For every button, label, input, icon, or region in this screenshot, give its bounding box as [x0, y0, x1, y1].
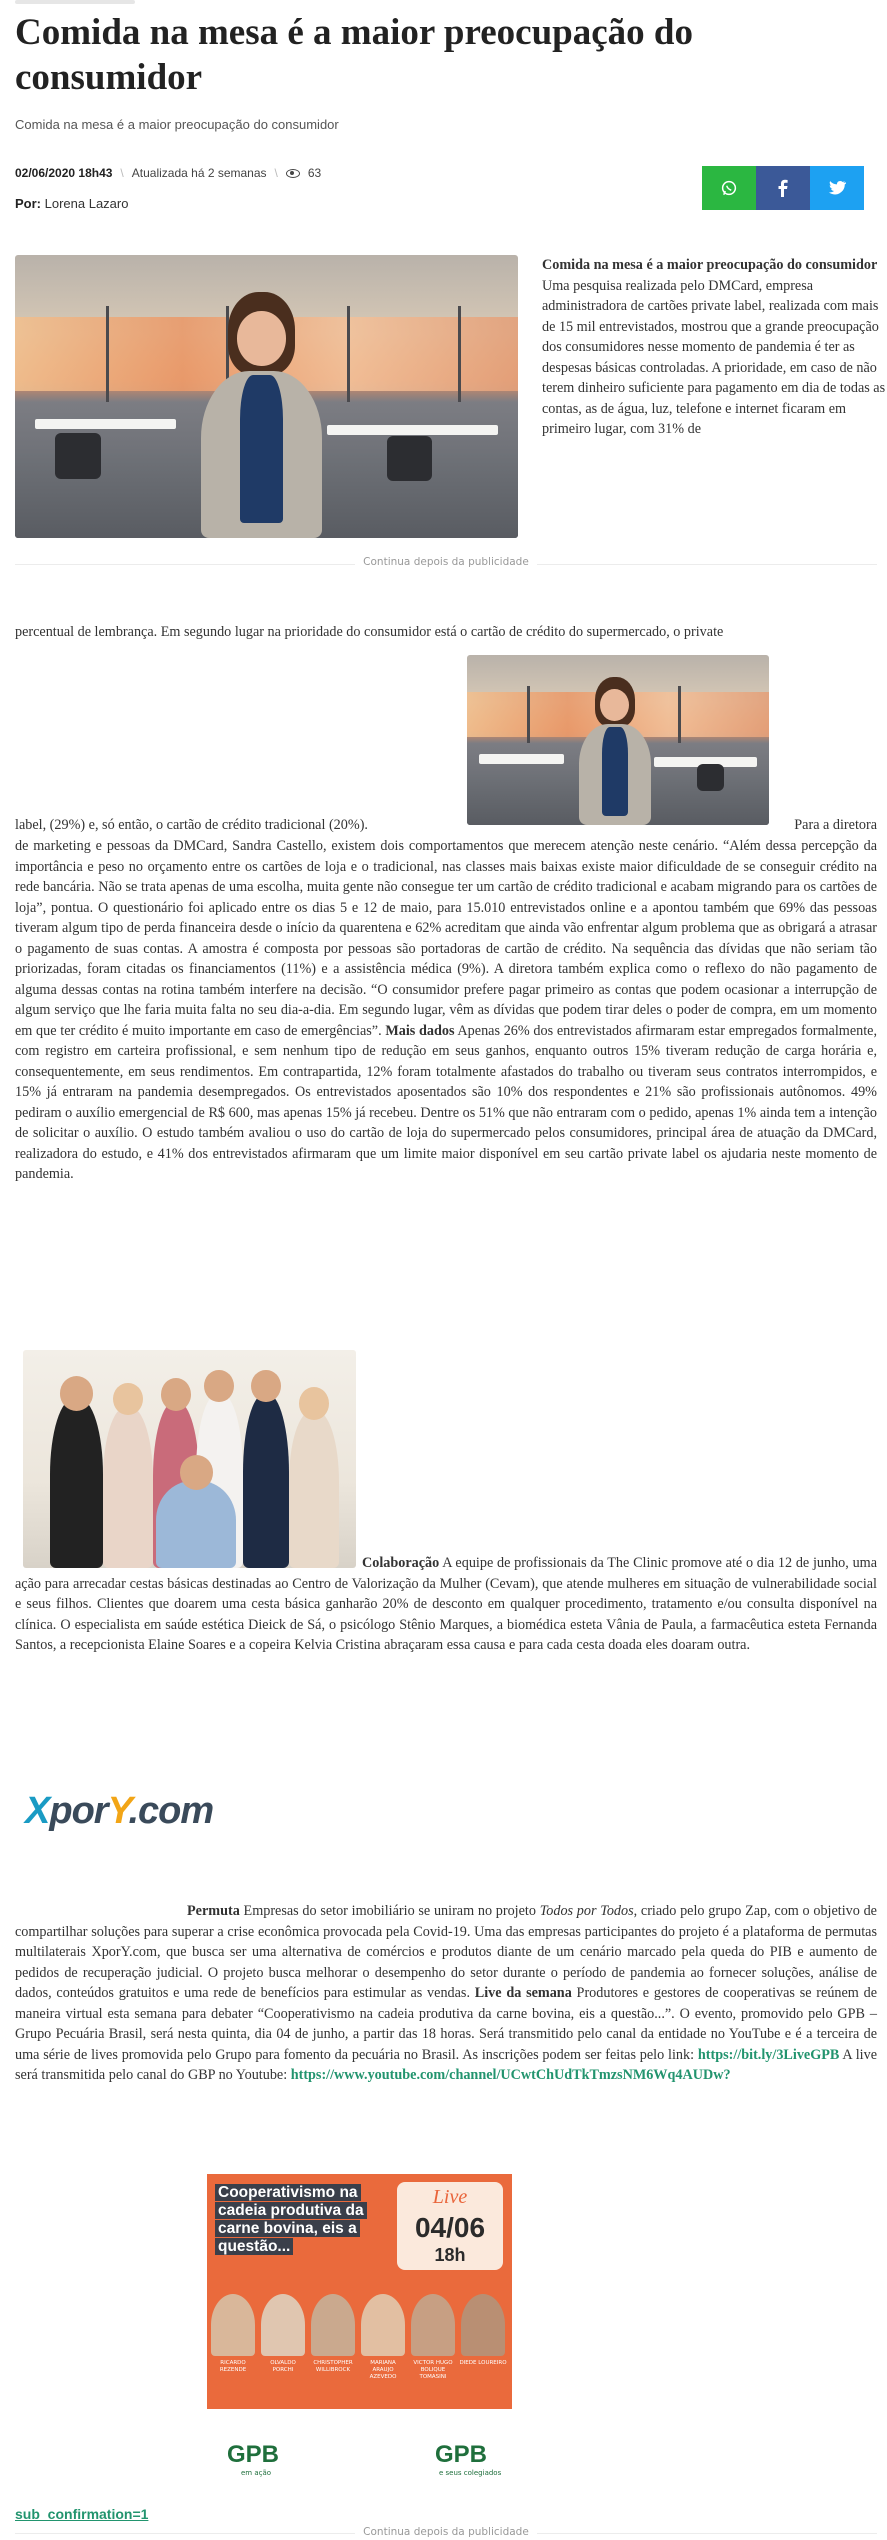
xpory-logo: XporY.com: [25, 1790, 214, 1832]
youtube-link[interactable]: https://www.youtube.com/channel/UCwtChUdTkTmzsNM6Wq4AUDw?: [290, 2067, 731, 2083]
ad-label: [15, 556, 877, 572]
sub-confirmation-link[interactable]: sub_confirmation=1: [15, 2506, 149, 2522]
paragraph-permuta: [15, 1901, 877, 2086]
whatsapp-icon: [720, 179, 738, 197]
speaker-photo: [461, 2294, 505, 2356]
article-subtitle: Comida na mesa é a maior preocupação do consumidor: [15, 117, 339, 132]
twitter-icon: [828, 180, 846, 196]
speaker-photo: [411, 2294, 455, 2356]
meta-separator: \: [120, 166, 124, 180]
paragraph-first-line: percentual de lembrança. Em segundo lugar na prioridade do consumidor está o cartão de crédito do supermercado, o private: [15, 624, 724, 640]
speaker-name: CHRISTOPHER WILLIBROCK: [313, 2360, 353, 2373]
author-label: Por:: [15, 196, 41, 211]
paragraph-right-fragment: Para a diretora: [794, 817, 877, 833]
ad-label-text: Continua depois da publicidade: [355, 556, 537, 568]
article-meta: [15, 166, 321, 180]
speaker-name: RICARDO REZENDE: [219, 2360, 247, 2373]
signup-link[interactable]: https://bit.ly/3LiveGPB: [697, 2046, 840, 2063]
poster-live-label: Live: [432, 2186, 468, 2208]
twitter-share-button[interactable]: [810, 166, 864, 210]
ad-label-bottom-text: Continua depois da publicidade: [355, 2526, 537, 2538]
lead-bold: Comida na mesa é a maior preocupação do consumidor: [542, 257, 878, 273]
view-count: 63: [307, 166, 322, 180]
paragraph-bold-heading: Mais dados: [385, 1022, 455, 1039]
whatsapp-share-button[interactable]: [702, 166, 756, 210]
speaker-name: DIEDE LOUREIRO: [459, 2360, 507, 2366]
paragraph-colaboracao: [15, 1553, 877, 1656]
top-divider: [15, 0, 135, 4]
live-event-poster: [207, 2174, 512, 2479]
permuta-text-2: , criado pelo grupo Zap, com o objetivo de compartilhar soluções para superar a crise econômica provocada pela Covid-19. Uma das empresas participantes do projeto é a plataforma de permutas multilaterais XporY.com, que busca ser uma alternativa de comércios e produtos diante de um cenário marcado pela queda do PIB e aumento de pedidos de recuperação judicial. O projeto busca melhorar o desempenho do setor durante o período de pandemia ao fornecer soluções, análise de dados, conteúdos gratuitos e uma rede de benefícios para estimular as vendas.: [15, 1903, 877, 2001]
speaker-photo: [311, 2294, 355, 2356]
speaker-name: OLVALDO PORCHI: [270, 2360, 296, 2373]
office-photo: [15, 255, 518, 538]
paragraph-main-text: de marketing e pessoas da DMCard, Sandra Castello, existem dois comportamentos que merecem atenção neste cenário. “Além dessa percepção da importância e peso no orçamento entre os cartões de loja e o tradicional, nas classes mais baixas existe maior dificuldade de se conseguir crédito na rede bancária. Não se trata apenas de uma escolha, muita gente não consegue ter um cartão de crédito tradicional e acabam migrando para os cartões de loja”, pontua. O questionário foi aplicado entre os dias 5 e 12 de maio, para 15.010 entrevistados online e a apontou também que 69% das pessoas tiveram algum tipo de perda financeira desde o início da quarentena e 62% acreditam que ainda vão enfrentar algum problema que as obrigará a atrasar o pagamento de suas contas. A amostra é composta por pessoas são portadoras de cartão de crédito. Na sequência das dívidas que não seriam tão priorizadas, foram citadas os financiamentos (11%) e a assistência médica (9%). A diretora também explica como o reflexo do não pagamento de alguma dessas contas na rotina também interfere na decisão. “O consumidor prefere pagar primeiro as contas que podem ocasionar a interrupção de algum serviço que lhe faria muita falta no seu dia-a-dia. Em segundo lugar, vêm as dívidas que podem tirar deles o poder de compra, em um momento em que ter crédito é muito importante em caso de emergências”.: [15, 838, 877, 1039]
speaker-photo: [261, 2294, 305, 2356]
permuta-heading: Permuta: [187, 1903, 240, 1919]
paragraph-main-tail: Apenas 26% dos entrevistados afirmaram estar empregados formalmente, com registro em carteira profissional, e sem nenhum tipo de redução em seus ganhos, enquanto outros 15% tiveram redução de carga horária e, consequentemente, em seus rendimentos. Em contrapartida, 12% foram totalmente afastados do trabalho ou tiveram seus contratos interrompidos, e 15% já entraram na pandemia desempregados. Os entrevistados aposentados são 10% dos respondentes e 21% são profissionais autônomos. 49% pediram o auxílio emergencial de R$ 600, mas apenas 15% já recebeu. Dentre os 51% que não entraram com o pedido, apenas 1% ainda tem a intenção de solicitar o auxílio. O estudo também avaliou o uso do cartão de loja do supermercado pelos consumidores, principal área de atuação da DMCard, realizadora do estudo, e 41% dos entrevistados afirmaram que um limite maior disponível em seu cartão private label os ajudaria neste momento de pandemia.: [15, 1022, 878, 1182]
speaker-name: MARIANA ARAUJO AZEVEDO: [369, 2360, 397, 2380]
speaker-photo: [211, 2294, 255, 2356]
article-title: Comida na mesa é a maior preocupação do consumidor: [15, 12, 693, 98]
poster-title: Cooperativismo na cadeia produtiva da carne bovina, eis a questão...: [215, 2184, 373, 2256]
author-name: Lorena Lazaro: [44, 196, 129, 211]
publish-date: 02/06/2020 18h43: [15, 166, 113, 180]
facebook-share-button[interactable]: [756, 166, 810, 210]
paragraph-label-line: label, (29%) e, só então, o cartão de crédito tradicional (20%).: [15, 817, 368, 833]
gpb-logo-right: GPB: [435, 2441, 488, 2468]
permuta-text: Empresas do setor imobiliário se uniram no projeto: [239, 1903, 540, 1919]
speaker-photo: [361, 2294, 405, 2356]
gpb-logo-left: GPB: [227, 2441, 280, 2468]
lead-paragraph: [542, 255, 887, 440]
colaboracao-heading: Colaboração: [362, 1555, 440, 1571]
poster-date: 04/06: [414, 2212, 486, 2243]
updated-label: Atualizada há 2 semanas: [131, 166, 267, 180]
facebook-icon: [775, 179, 791, 197]
poster-time: 18h: [434, 2245, 466, 2265]
live-text-2: A live será transmitida pelo canal do GBP no Youtube:: [15, 2046, 877, 2083]
clinic-team-photo: [23, 1350, 356, 1568]
eye-icon: [286, 169, 300, 178]
gpb-logo-right-sub: e seus colegiados: [439, 2469, 502, 2477]
ad-label-bottom: [15, 2526, 877, 2540]
poster-date-card: [397, 2182, 503, 2270]
gpb-logo-left-sub: em ação: [241, 2469, 272, 2477]
meta-separator: \: [274, 166, 278, 180]
live-text: Produtores e gestores de cooperativas se reúnem de maneira virtual esta semana para debater “Cooperativismo na cadeia produtiva da carne bovina, eis a questão...”. O evento, promovido pelo GPB – Grupo Pecuária Brasil, será nesta quinta, dia 04 de junho, a partir das 18 horas. Será transmitido pelo canal da entidade no YouTube e é a terceira de uma série de lives promovida pelo Grupo para fomento da pecuária no Brasil. As inscrições podem ser feitas pelo link:: [15, 1985, 877, 2063]
speaker-name: VICTOR HUGO BOLIQUE TOMASINI: [413, 2360, 453, 2380]
live-heading: Live da semana: [474, 1985, 572, 2001]
office-photo-2: [467, 655, 769, 825]
project-name: Todos por Todos: [539, 1903, 634, 1919]
colaboracao-text: A equipe de profissionais da The Clinic promove até o dia 12 de junho, uma ação para arrecadar cestas básicas destinadas ao Centro de Valorização da Mulher (Cevam), que atende mulheres em situação de vulnerabilidade social e seus filhos. Clientes que doarem uma cesta básica ganharão 20% de desconto em qualquer procedimento, tratamento e/ou consulta disponível na clínica. O especialista em saúde estética Dieick de Sá, o psicólogo Stênio Marques, a biomédica esteta Vânia de Paula, a farmacêutica esteta Fernanda Santos, a recepcionista Elaine Soares e a copeira Kelvia Cristina abraçaram essa causa e para cada cesta doada eles doaram outra.: [15, 1555, 877, 1653]
lead-text: Uma pesquisa realizada pelo DMCard, empresa administradora de cartões private label, realizada com mais de 15 mil entrevistados, mostrou que a grande preocupação dos consumidores nesse momento de pandemia é ter as despesas básicas controladas. A prioridade, em caso de não terem dinheiro suficiente para pagamento em dia de todas as contas, as de água, luz, telefone e internet ficaram em primeiro lugar, com 31% de: [542, 277, 886, 437]
share-bar: [702, 166, 864, 210]
author-line: [15, 196, 128, 211]
paragraph-main: [15, 836, 877, 1185]
